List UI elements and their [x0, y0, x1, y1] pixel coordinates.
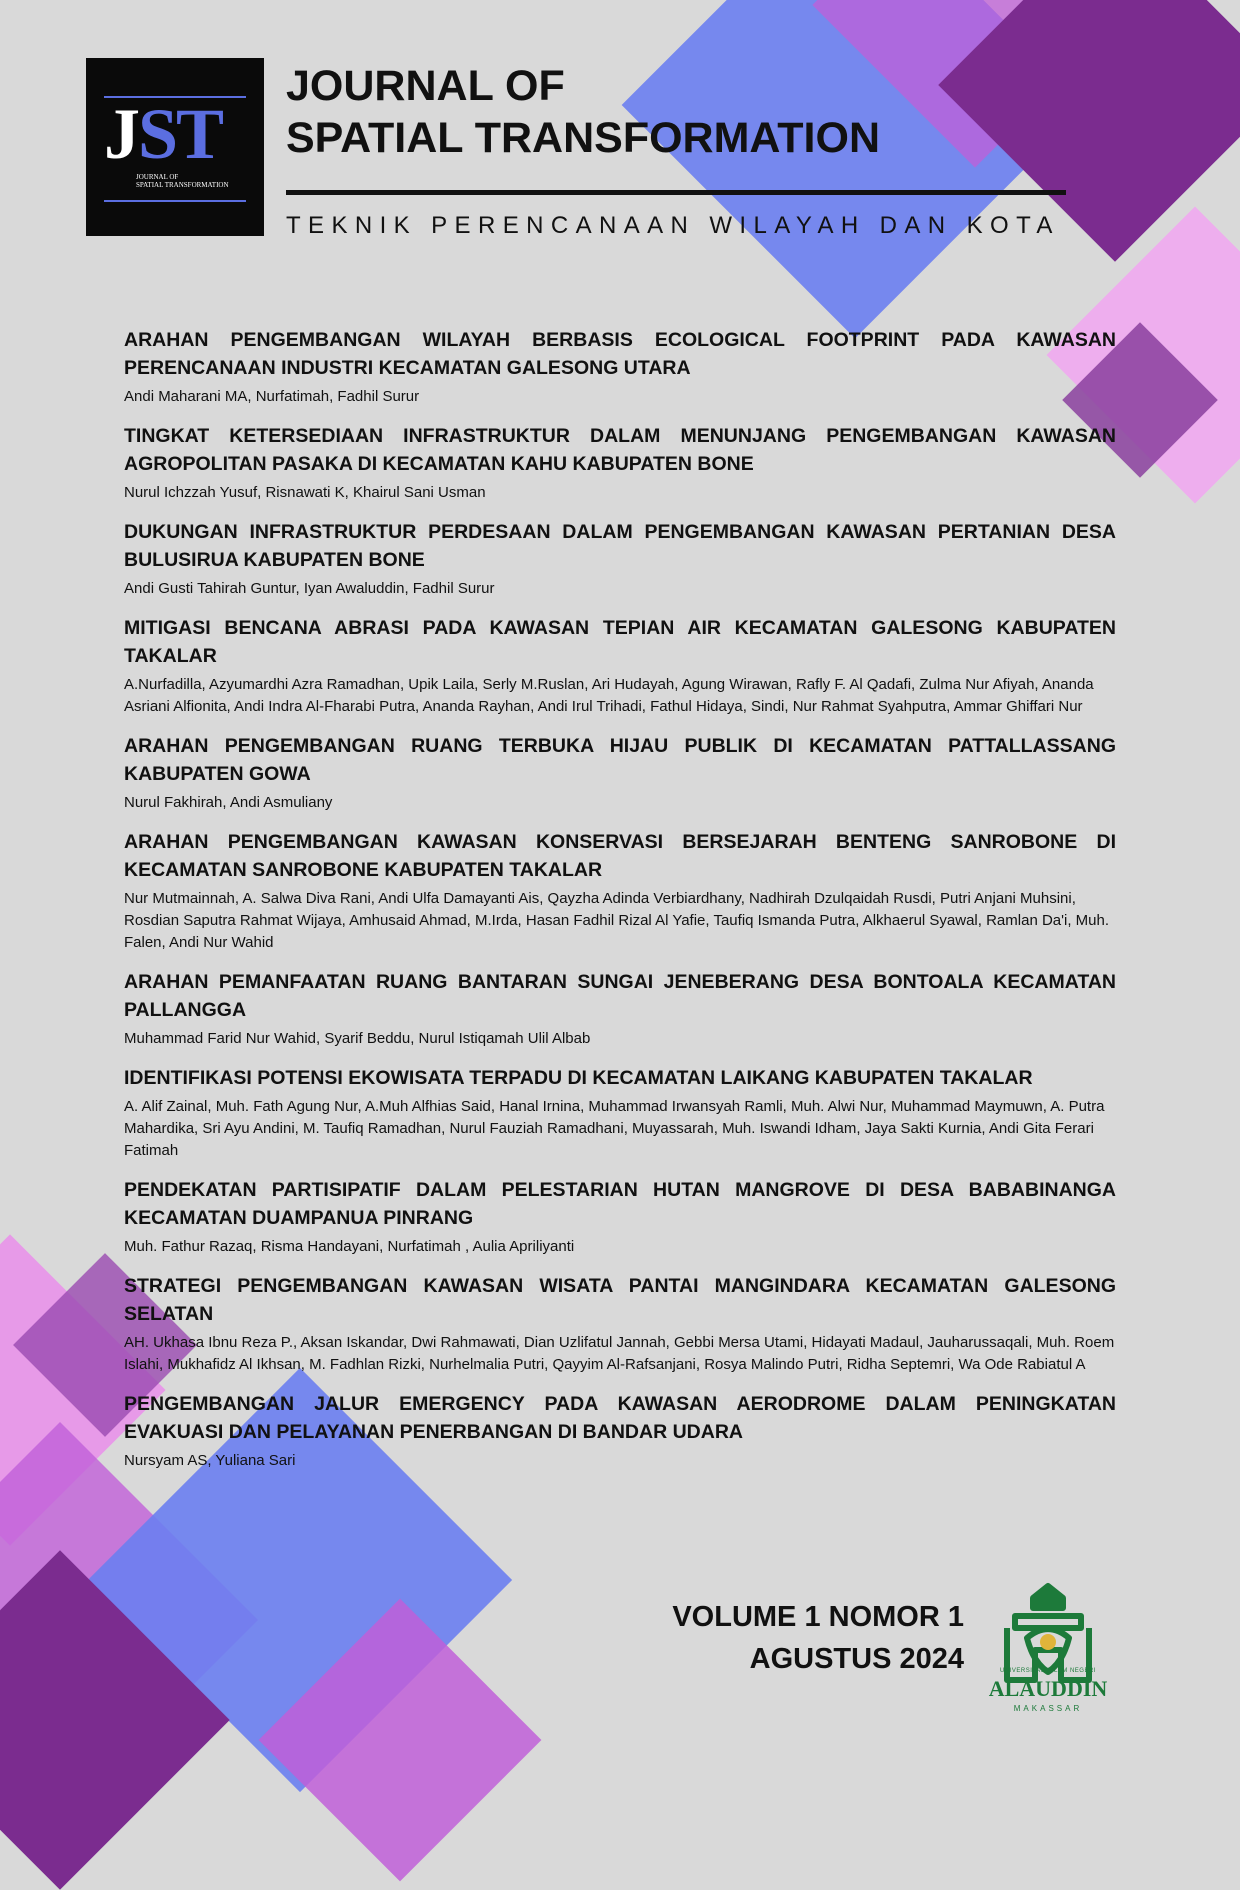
article-entry: [124, 422, 1116, 504]
university-city: MAKASSAR: [1013, 1704, 1083, 1713]
article-entry: [124, 1272, 1116, 1376]
article-title: DUKUNGAN INFRASTRUKTUR PERDESAAN DALAM PENGEMBANGAN KAWASAN PERTANIAN DESA BULUSIRUA KABUPATEN BONE: [124, 521, 1116, 571]
article-title: ARAHAN PEMANFAATAN RUANG BANTARAN SUNGAI JENEBERANG DESA BONTOALA KECAMATAN PALLANGGA: [124, 971, 1116, 1021]
article-title: ARAHAN PENGEMBANGAN WILAYAH BERBASIS ECOLOGICAL FOOTPRINT PADA KAWASAN PERENCANAAN INDUSTRI KECAMATAN GALESONG UTARA: [124, 329, 1116, 379]
journal-subtitle: TEKNIK PERENCANAAN WILAYAH DAN KOTA: [286, 212, 1060, 239]
volume-info: [672, 1596, 964, 1680]
article-title: TINGKAT KETERSEDIAAN INFRASTRUKTUR DALAM MENUNJANG PENGEMBANGAN KAWASAN AGROPOLITAN PASAKA DI KECAMATAN KAHU KABUPATEN BONE: [124, 425, 1116, 475]
logo-letters: JST: [104, 94, 223, 174]
article-authors: Andi Gusti Tahirah Guntur, Iyan Awaluddin, Fadhil Surur: [124, 580, 495, 597]
article-entry: [124, 518, 1116, 600]
university-name: ALAUDDIN: [988, 1676, 1108, 1701]
article-entry: [124, 968, 1116, 1050]
article-entry: [124, 1390, 1116, 1472]
volume-number: VOLUME 1 NOMOR 1: [672, 1601, 964, 1633]
article-entry: [124, 326, 1116, 408]
article-entry: [124, 1064, 1116, 1162]
article-title: MITIGASI BENCANA ABRASI PADA KAWASAN TEPIAN AIR KECAMATAN GALESONG KABUPATEN TAKALAR: [124, 617, 1116, 667]
article-list: [124, 326, 1116, 1486]
article-authors: A.Nurfadilla, Azyumardhi Azra Ramadhan, Upik Laila, Serly M.Ruslan, Ari Hudayah, Agung Wirawan, Rafly F. Al Qadafi, Zulma Nur Afiyah, Ananda Asriani Alfionita, Andi Indra Al-Fharabi Putra, Ananda Rayhan, Andi Irul Trihadi, Fathul Hidaya, Sindi, Nur Rahmat Syahputra, Ammar Ghiffari Nur: [124, 676, 1094, 715]
article-title: ARAHAN PENGEMBANGAN KAWASAN KONSERVASI BERSEJARAH BENTENG SANROBONE DI KECAMATAN SANROBONE KABUPATEN TAKALAR: [124, 831, 1116, 881]
journal-logo: [86, 58, 264, 236]
article-authors: Muhammad Farid Nur Wahid, Syarif Beddu, Nurul Istiqamah Ulil Albab: [124, 1030, 591, 1047]
article-title: PENDEKATAN PARTISIPATIF DALAM PELESTARIAN HUTAN MANGROVE DI DESA BABABINANGA KECAMATAN DUAMPANUA PINRANG: [124, 1179, 1116, 1229]
article-entry: [124, 1176, 1116, 1258]
article-authors: Andi Maharani MA, Nurfatimah, Fadhil Surur: [124, 388, 420, 405]
article-title: PENGEMBANGAN JALUR EMERGENCY PADA KAWASAN AERODROME DALAM PENINGKATAN EVAKUASI DAN PELAYANAN PENERBANGAN DI BANDAR UDARA: [124, 1393, 1116, 1443]
article-authors: Nurul Fakhirah, Andi Asmuliany: [124, 794, 333, 811]
article-entry: [124, 614, 1116, 718]
article-authors: Muh. Fathur Razaq, Risma Handayani, Nurfatimah , Aulia Apriliyanti: [124, 1238, 575, 1255]
article-authors: Nurul Ichzzah Yusuf, Risnawati K, Khairul Sani Usman: [124, 484, 486, 501]
logo-small-text: JOURNAL OF SPATIAL TRANSFORMATION: [136, 173, 229, 189]
article-authors: Nur Mutmainnah, A. Salwa Diva Rani, Andi Ulfa Damayanti Ais, Qayzha Adinda Verbiardhany, Nadhirah Dzulqaidah Rusdi, Putri Anjani Muhsini, Rosdian Saputra Rahmat Wijaya, Amhusaid Ahmad, M.Irda, Hasan Fadhil Rizal Al Yafie, Taufiq Ismanda Putra, Alkhaerul Syawal, Ramlan Da'i, Muh. Falen, Andi Nur Wahid: [124, 890, 1110, 951]
article-authors: AH. Ukhasa Ibnu Reza P., Aksan Iskandar, Dwi Rahmawati, Dian Uzlifatul Jannah, Gebbi Mersa Utami, Hidayati Madaul, Jauharussaqali, Muh. Roem Islahi, Mukhafidz Al Ikhsan, M. Fadhlan Rizki, Nurhelmalia Putri, Qayyim Al-Rafsanjani, Rosya Malindo Putri, Ridha Septemri, Wa Ode Rabiatul A: [124, 1334, 1115, 1373]
article-title: ARAHAN PENGEMBANGAN RUANG TERBUKA HIJAU PUBLIK DI KECAMATAN PATTALLASSANG KABUPATEN GOWA: [124, 735, 1116, 785]
university-label: UNIVERSITAS ISLAM NEGERI: [1000, 1668, 1096, 1674]
article-authors: Nursyam AS, Yuliana Sari: [124, 1452, 296, 1469]
article-authors: A. Alif Zainal, Muh. Fath Agung Nur, A.Muh Alfhias Said, Hanal Irnina, Muhammad Irwansyah Ramli, Muh. Alwi Nur, Muhammad Maymuwn, A. Putra Mahardika, Sri Ayu Andini, M. Taufiq Ramadhan, Nurul Fauziah Ramadhani, Muyassarah, Muh. Iswandi Idham, Jaya Sakti Kurnia, Andi Gita Ferari Fatimah: [124, 1098, 1105, 1159]
logo-bottom-rule: [104, 200, 246, 202]
article-entry: [124, 732, 1116, 814]
journal-title: JOURNAL OF SPATIAL TRANSFORMATION: [286, 62, 881, 162]
article-title: STRATEGI PENGEMBANGAN KAWASAN WISATA PANTAI MANGINDARA KECAMATAN GALESONG SELATAN: [124, 1275, 1116, 1325]
issue-date: AGUSTUS 2024: [749, 1643, 964, 1675]
title-rule: [286, 190, 1066, 195]
article-title: IDENTIFIKASI POTENSI EKOWISATA TERPADU DI KECAMATAN LAIKANG KABUPATEN TAKALAR: [124, 1067, 1033, 1089]
article-entry: [124, 828, 1116, 954]
